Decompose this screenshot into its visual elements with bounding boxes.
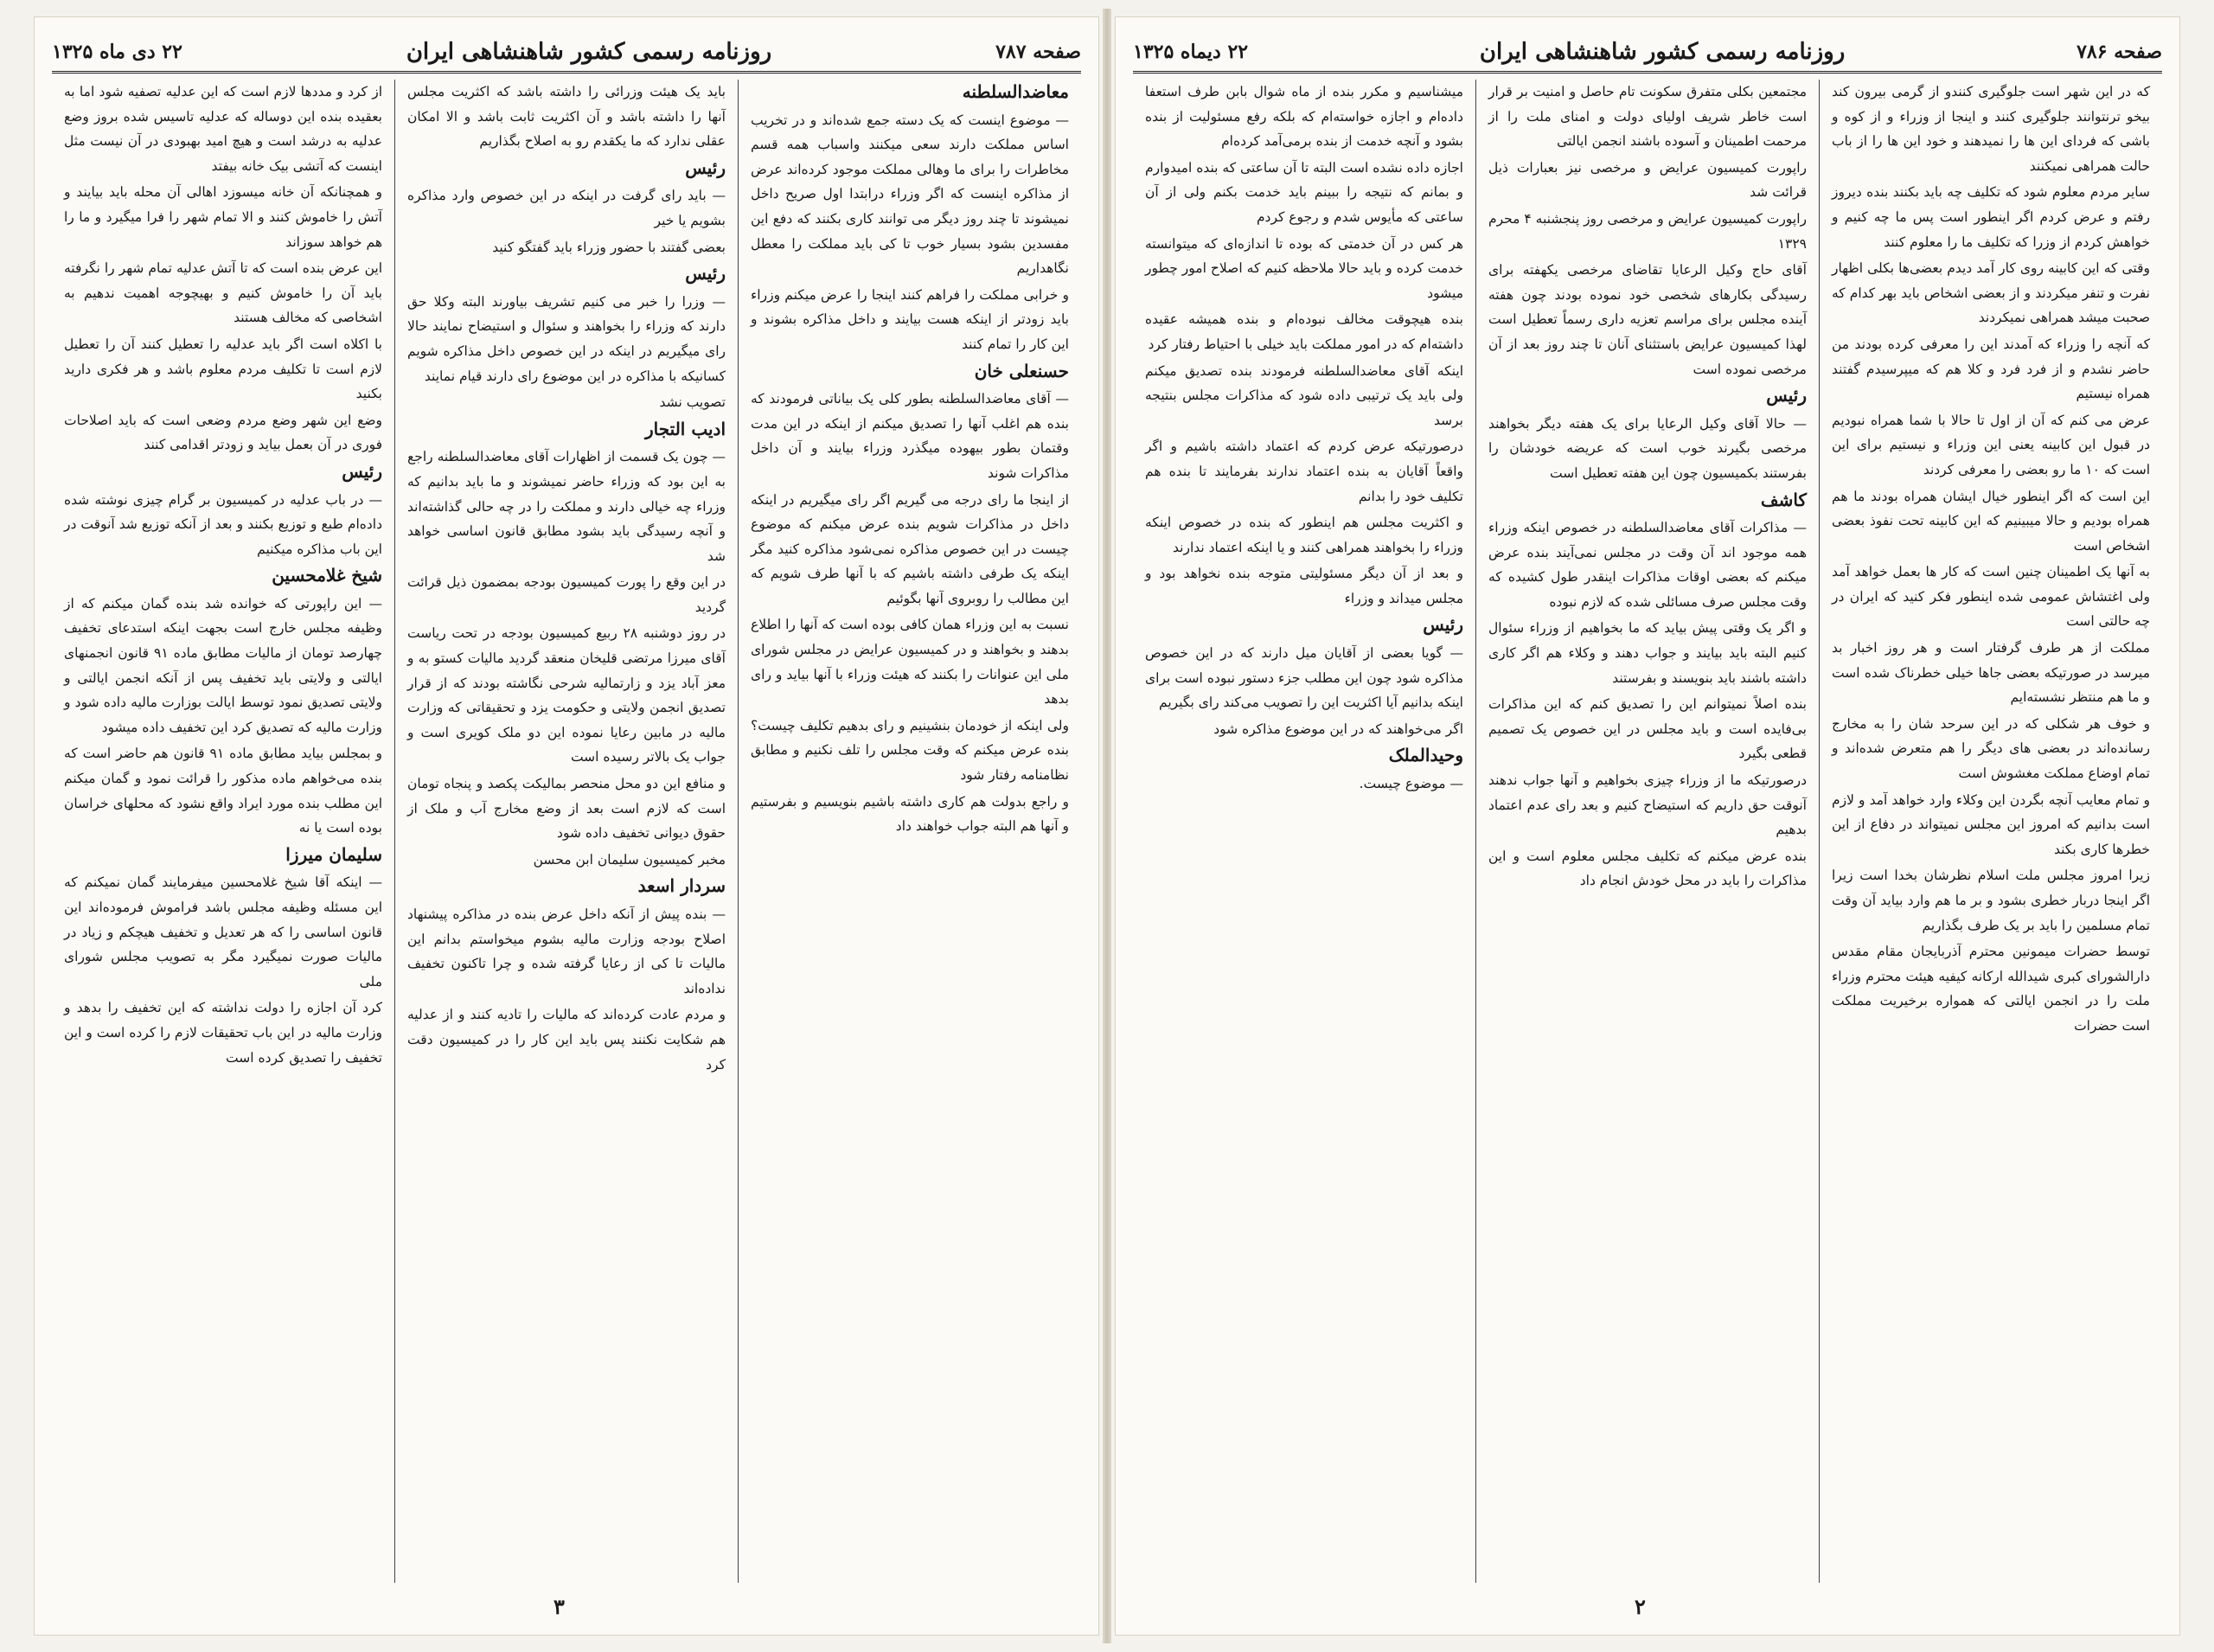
speaker-line	[751, 80, 1069, 106]
speaker-line	[1488, 383, 1807, 410]
paragraph: با اکلاه است اگر باید عدلیه را تعطیل کنند آن را تعطیل لازم است تا تکلیف مردم معلوم باشد و هر فکری دارید بکنید	[64, 336, 382, 402]
speaker-name: رئیس	[1423, 614, 1463, 636]
left-columns	[52, 80, 1081, 1583]
paragraph: عرض می کنم که آن از اول تا حالا با شما همراه نبودیم در قبول این کابینه یعنی این وزراء و نیستیم برای این است که ۱۰ ما رو بعضی را معرفی کردند	[1832, 412, 2150, 477]
paragraph: — وزرا را خبر می کنیم تشریف بیاورند البته وکلا حق دارند که وزراء را بخواهند و سئوال و استیضاح نمایند حالا رای میگیریم در اینکه در این خصوص داخل مذاکره شویم کسانیکه با مذاکره در این موضوع رای دارند قیام نمایند	[407, 293, 726, 384]
left-newspaper-title: روزنامه رسمی کشور شاهنشاهی ایران	[406, 39, 772, 65]
right-page-header	[1133, 33, 2162, 74]
paragraph: اجازه داده نشده است البته تا آن ساعتی که بنده امیدوارم و بمانم که نتیجه را ببینم باید خدمت بکنم ولی از آن ساعتی که مأیوس شدم و رجوع کردم	[1145, 159, 1463, 225]
paragraph: — حالا آقای وکیل الرعایا برای یک هفته دیگر بخواهند مرخصی بگیرند خوب است که عریضه خودشان را بفرستند بکمیسیون چون این هفته تعطیل است	[1488, 415, 1807, 481]
speaker-name: رئیس	[685, 157, 726, 178]
text-column	[738, 80, 1081, 1583]
paragraph: ولی اینکه از خودمان بنشینیم و رای بدهیم تکلیف چیست؟ بنده عرض میکنم که وقت مجلس را تلف نکنیم و مطابق نظامنامه رفتار شود	[751, 717, 1069, 784]
paragraph: بعضی گفتند با حضور وزراء باید گفتگو کنید	[492, 239, 726, 255]
paragraph: به آنها یک اطمینان چنین است که کار ها بعمل خواهد آمد ولی اغتشاش عمومی شده اینطور فکر کنید که ایران در چه حالتی است	[1832, 564, 2150, 630]
right-page-date: ۲۲ دیماه ۱۳۲۵	[1133, 41, 1249, 63]
speaker-name: رئیس	[342, 460, 382, 482]
paragraph: تصویب نشد	[659, 394, 726, 411]
right-newspaper-title: روزنامه رسمی کشور شاهنشاهی ایران	[1479, 39, 1846, 65]
paragraph: بنده هیچوقت مخالف نبوده‌ام و بنده همیشه عقیده داشته‌ام که در امور مملکت باید خیلی با احتیاط رفتار کرد	[1145, 311, 1463, 352]
paragraph: — موضوع اینست که یک دسته جمع شده‌اند و در تخریب اساس مملکت دارند سعی میکنند واسباب همه قسم مخاطرات را برای ما وهالی مملکت موجود کرده‌اند عرض از مذاکره اینست که اگر وزراء درابتدا اول صریح داخل نمیشوند تا چند روز دیگر می توانند کاری بکنند که دفع این مفسدین بشود بسیار خوب تا کی باید مملکت را معطل نگاهداریم	[751, 112, 1069, 277]
text-column	[1475, 80, 1819, 1583]
paragraph: وضع این شهر وضع مردم وضعی است که باید اصلاحات فوری در آن بعمل بیاید و زودتر اقدامی کنند	[64, 412, 382, 453]
paragraph: زیرا امروز مجلس ملت اسلام نظرشان بخدا است زیرا اگر اینجا دربار خطری بشود و بر ما هم وارد بیاید آن وقت تمام مسلمین را باید بر یک طرف بگذاریم	[1832, 868, 2150, 933]
paragraph: سایر مردم معلوم شود که تکلیف چه باید بکنند بنده دیروز رفتم و عرض کردم اگر اینطور است پس ما چه کنیم و خواهش کردم از وزرا که تکلیف ما را معلوم کنند	[1832, 184, 2150, 250]
left-page-header	[52, 33, 1081, 74]
paragraph: که در این شهر است جلوگیری کنندو از گرمی بیرون کند بیخو ترنتوانند جلوگیری کنند و اینجا از وزراء و از کوه و باشی که فردای این ها را نمیدهند و خود این ها را از باب حالت همراهی نمیکنند	[1832, 84, 2150, 174]
speaker-name: ادیب التجار	[645, 418, 726, 439]
left-page-date: ۲۲ دی ماه ۱۳۲۵	[52, 41, 182, 63]
speaker-line	[407, 156, 726, 182]
paragraph: وقتی که این کابینه روی کار آمد دیدم بعضی‌ها بکلی اظهار نفرت و تنفر میکردند و از بعضی اشخاص باید بهر کدام که صحبت میشد همراهی نمیکردند	[1832, 260, 2150, 326]
paragraph: — آقای معاضدالسلطنه بطور کلی یک بیاناتی فرمودند که بنده هم اغلب آنها را تصدیق میکنم از اینکه در این مدت وقتمان بطور بیهوده میگذرد وزراء بیایند و آن داخل مذاکرات شوند	[751, 391, 1069, 481]
paragraph: این عرض بنده است که تا آتش عدلیه تمام شهر را نگرفته باید آن را خاموش کنیم و بهیچوجه اهمیت ندهیم به اشخاصی که مخالف هستند	[64, 260, 382, 326]
speaker-name: سلیمان میرزا	[285, 843, 382, 865]
paragraph: از اینجا ما رای درجه می گیریم اگر رای میگیریم در اینکه داخل در مذاکرات شویم بنده عرض میکنم که موضوع چیست در این خصوص مذاکره نمی‌شود مذاکره کنید مگر اینکه یک طرفی داشته باشیم که با آنها طرف شویم که این مطالب را روبروی آنها بگوئیم	[751, 491, 1069, 606]
paragraph: و خوف هر شکلی که در این سرحد شان را به مخارج رسانده‌اند در بعضی های دیگر را هم متعرض شده‌اند و تمام اوضاع مملکت مغشوش است	[1832, 715, 2150, 782]
paragraph: و تمام معایب آنچه بگردن این وکلاء وارد خواهد آمد و لازم است بدانیم که امروز این مجلس نمیتواند در دفاع از این خطرها کاری بکند	[1832, 791, 2150, 857]
speaker-name: سردار اسعد	[637, 875, 726, 897]
left-page	[35, 17, 1098, 1635]
paragraph: و منافع این دو محل منحصر بمالیکت پکصد و پنجاه تومان است که لازم است بعد از وضع مخارج آب و ملک از حقوق دیوانی تخفیف داده شود	[407, 776, 726, 842]
paragraph: این است که اگر اینطور خیال ایشان همراه بودند ما هم همراه بودیم و حالا میبینیم که این کابینه تحت نفوذ بعضی اشخاص است	[1832, 488, 2150, 554]
paragraph: بنده عرض میکنم که تکلیف مجلس معلوم است و این مذاکرات را باید در محل خودش انجام داد	[1488, 848, 1807, 889]
speaker-line	[64, 563, 382, 590]
paragraph: — بنده پیش از آنکه داخل عرض بنده در مذاکره پیشنهاد اصلاح بودجه وزارت مالیه بشوم میخواستم بدانم این مالیات تا کی از رعایا گرفته شده و چرا تاکنون تخفیف نداده‌اند	[407, 906, 726, 996]
paragraph: اینکه آقای معاضدالسلطنه فرمودند بنده تصدیق میکنم ولی باید یک ترتیبی داده شود که مذاکرات مجلس بنتیجه برسد	[1145, 362, 1463, 428]
paragraph: هر کس در آن خدمتی که بوده تا اندازه‌ای که میتوانسته خدمت کرده و باید حالا ملاحظه کنیم که اصلاح امور چطور میشود	[1145, 235, 1463, 301]
speaker-name: رئیس	[685, 263, 726, 285]
speaker-name: کاشف	[1760, 489, 1807, 510]
paragraph: مملکت از هر طرف گرفتار است و هر روز اخبار بد میرسد در صورتیکه بعضی جاها خیلی خطرناک شده است و ما هم منتظر نشسته‌ایم	[1832, 640, 2150, 706]
paragraph: و اگر یک وقتی پیش بیاید که ما بخواهیم از وزراء سئوال کنیم البته باید بیایند و جواب دهند و وکلاء هم اگر کاری داشته باشند باید بنویسند و بفرستند	[1488, 620, 1808, 686]
speaker-line	[64, 842, 382, 869]
paragraph: و راجع بدولت هم کاری داشته باشیم بنویسیم و بفرستیم و آنها هم البته جواب خواهند داد	[751, 793, 1069, 835]
paragraph: راپورت کمیسیون عرایض و مرخصی روز پنجشنبه ۴ محرم ۱۳۲۹	[1488, 210, 1807, 252]
paragraph: در روز دوشنبه ۲۸ ربیع کمیسیون بودجه در تحت ریاست آقای میرزا مرتضی قلیخان منعقد گردید مالیات کستو به و معز آباد یزد و زارتمالیه شرحی نگاشته بودند که از قرار تصدیق انجمن ولایتی و حکومت یزد و تحقیقاتی که وزارت مالیه در مابین رعایا نموده این دو ملک کویری است و جواب یک بالاتر رسیده است	[407, 625, 726, 765]
text-column	[394, 80, 738, 1583]
left-page-number: صفحه ۷۸۷	[995, 41, 1081, 63]
speaker-line	[1145, 743, 1463, 770]
paragraph: و مردم عادت کرده‌اند که مالیات را تادیه کنند و از عدلیه هم شکایت نکنند پس باید این کار را در کمیسیون دقت کرد	[407, 1007, 726, 1073]
right-page	[1116, 17, 2179, 1635]
speaker-line	[407, 417, 726, 444]
page-gutter	[1103, 9, 1111, 1643]
paragraph: بنده اصلاً نمیتوانم این را تصدیق کنم که این مذاکرات بی‌فایده است و باید مجلس در این خصوص یک تصمیم قطعی بگیرد	[1488, 696, 1807, 762]
speaker-name: وحیدالملک	[1388, 745, 1463, 766]
paragraph: — مذاکرات آقای معاضدالسلطنه در خصوص اینکه وزراء همه موجود اند آن وقت در مجلس نمی‌آیند بنده عرض میکنم که بعضی اوقات مذاکرات اینقدر طول کشیده که وقت مجلس صرف مسائلی شده که لازم نبوده	[1488, 520, 1807, 610]
speaker-name: معاضدالسلطنه	[962, 81, 1069, 102]
paragraph: مجتمعین بکلی متفرق سکونت تام حاصل و امنیت بر قرار است خاطر شریف اولیای دولت و امنای ملت را از مرحمت اطمینان و آسوده باشند انجمن ایالتی	[1488, 84, 1807, 150]
paragraph: — این راپورتی که خوانده شد بنده گمان میکنم که از وظیفه مجلس خارج است بجهت اینکه استدعای تخفیف چهارصد تومان از مالیات مطابق ماده ۹۱ قانون انجمنهای ایالتی و ولایتی باید تخفیف پس از آنکه انجمن ایالتی و ولایتی تصدیق نمود توسط ایالت بوزارت مالیه داده شود و وزارت مالیه که تصدیق کرد این تخفیف داده میشود	[64, 595, 382, 735]
paragraph: درصورتیکه عرض کردم که اعتماد داشته باشیم و اگر واقعاً آقایان به بنده اعتماد ندارند بفرمایند تا بنده هم تکلیف خود را بدانم	[1145, 439, 1463, 504]
paragraph: و بعد از آن دیگر مسئولیتی متوجه بنده نخواهد بود و مجلس میداند و وزراء	[1145, 566, 1463, 606]
paragraph: در این وقع را پورت کمیسیون بودجه بمضمون ذیل قرائت گردید	[407, 574, 726, 615]
paragraph: — موضوع چیست.	[1359, 776, 1463, 792]
paragraph: و همچنانکه آن خانه میسوزد اهالی آن محله باید بیایند و آتش را خاموش کنند و الا تمام شهر را فرا میگیرد و ما را هم خواهد سوزاند	[64, 184, 382, 250]
paragraph: باید یک هیئت وزرائی را داشته باشد که اکثریت مجلس آنها را داشته باشد و آن اکثریت ثابت باشد و الا امکان عقلی ندارد که ما یکقدم رو به اصلاح بگذاریم	[407, 84, 726, 150]
speaker-line	[407, 874, 726, 900]
paragraph: میشناسیم و مکرر بنده از ماه شوال بابن طرف استعفا داده‌ام و اجازه خواسته‌ام که بلکه رفع مسئولیت از بنده بشود و آنچه خدمت از بنده برمی‌آمد کرده‌ام	[1145, 84, 1463, 150]
paragraph: — باید رای گرفت در اینکه در این خصوص وارد مذاکره بشویم یا خیر	[407, 188, 726, 228]
paragraph: — چون یک قسمت از اظهارات آقای معاضدالسلطنه راجع به این بود که وزراء حاضر نمیشوند و ما باید بدانیم که وزراء چه خیالی دارند و مملکت را در چه حالی گذاشته‌اند و آنچه رسیدگی باید بشود مطابق قانون اساسی خواهد شد	[407, 449, 726, 564]
paragraph: اگر می‌خواهند که در این موضوع مذاکره شود	[1213, 720, 1463, 737]
paragraph: آقای حاج وکیل الرعایا تقاضای مرخصی یکهفته برای رسیدگی بکارهای شخصی خود نموده بودند چون هفته آینده مجلس برای مراسم تعزیه داری رسماً تعطیل است لهذا کمیسیون عرایض باستثنای آنان تا چند روز بعد از آن مرخصی نموده است	[1488, 262, 1807, 377]
text-column	[1819, 80, 2162, 1583]
paragraph: که آنچه را وزراء که آمدند این را معرفی کرده بودند من حاضر نشدم و از فرد فرد و کلا هم که میپرسیدم گفتند همراه نیستیم	[1832, 336, 2150, 402]
paragraph: کرد آن اجازه را دولت نداشته که این تخفیف را بدهد و وزارت مالیه در این باب تحقیقات لازم را کرده است و این تخفیف را تصدیق کرده است	[64, 1000, 382, 1066]
speaker-line	[64, 459, 382, 486]
paragraph: — گویا بعضی از آقایان میل دارند که در این خصوص مذاکره شود چون این مطلب جزء دستور نبوده است برای اینکه بدانیم آیا اکثریت این را تصویب می‌کند رای بگیریم	[1145, 645, 1463, 711]
speaker-name: رئیس	[1766, 385, 1807, 407]
paragraph: مخبر کمیسیون سلیمان ابن محسن	[533, 851, 726, 868]
speaker-name: شیخ غلامحسین	[272, 565, 382, 586]
speaker-name: حسنعلی خان	[974, 360, 1069, 381]
text-column	[1133, 80, 1475, 1583]
text-column	[52, 80, 394, 1583]
speaker-line	[751, 359, 1069, 386]
speaker-line	[407, 261, 726, 288]
right-columns	[1133, 80, 2162, 1583]
right-footer-number: ۲	[1635, 1594, 1646, 1619]
paragraph: توسط حضرات میمونین محترم آذربایجان مقام مقدس دارالشورای کبری شیدالله ارکانه کیفیه هیئت محترم وزراء ملت را در انجمن ایالتی که همواره برخیریت مملکت است حضرات	[1832, 944, 2150, 1034]
speaker-line	[1145, 612, 1463, 639]
left-footer-number: ۳	[554, 1594, 565, 1619]
paragraph: درصورتیکه ما از وزراء چیزی بخواهیم و آنها جواب ندهند آنوقت حق داریم که استیضاح کنیم و بعد رای عدم اعتماد بدهیم	[1488, 772, 1807, 838]
paragraph: — در باب عدلیه در کمیسیون بر گرام چیزی نوشته شده داده‌ام طبع و توزیع بکنند و بعد از آنکه توزیع شد آنوقت در این باب مذاکره میکنیم	[64, 491, 382, 557]
paragraph: راپورت کمیسیون عرایض و مرخصی نیز بعبارات ذیل قرائت شد	[1488, 159, 1807, 201]
paragraph: و اکثریت مجلس هم اینطور که بنده در خصوص اینکه وزراء را بخواهند همراهی کنند و یا اینکه اعتماد ندارند	[1145, 515, 1463, 555]
paragraph: نسبت به این وزراء همان کافی بوده است که آنها را اطلاع بدهند و بخواهند و در کمیسیون عرایض در مجلس شورای ملی این عنوانات را بکنند که هیئت وزراء با آنها بیاید و رای بدهد	[751, 617, 1069, 708]
paragraph: — اینکه آقا شیخ غلامحسین میفرمایند گمان نمیکنم که این مسئله وظیفه مجلس باشد فراموش فرموده‌اند این قانون اساسی را که هر تعدیل و تخفیف هیچکم و زیاد در مالیات صورت نمیگیرد مگر به تصویب مجلس شورای ملی	[64, 874, 382, 989]
paragraph: و خرابی مملکت را فراهم کنند اینجا را عرض میکنم وزراء باید زودتر از اینکه هست بیایند و داخل مذاکره بشوند و این کار را تمام کنند	[751, 286, 1069, 352]
right-page-number: صفحه ۷۸۶	[2076, 41, 2162, 63]
paragraph: از کرد و مددها لازم است که این عدلیه تصفیه شود اما به بعقیده بنده این دوساله که عدلیه تاسیس شده بروز وضع عدلیه به درشد است و هیچ امید بهبودی در آن نیست مثل اینست که آتشی بیک خانه بیفتد	[64, 84, 382, 174]
paragraph: و بمجلس بیاید مطابق ماده ۹۱ قانون هم حاضر است که بنده می‌خواهم ماده مذکور را قرائت نمود و گمان میکنم این مطلب بنده مورد ایراد واقع نشود که محلهای خراسان بوده است یا نه	[64, 746, 382, 836]
speaker-line	[1488, 488, 1807, 515]
